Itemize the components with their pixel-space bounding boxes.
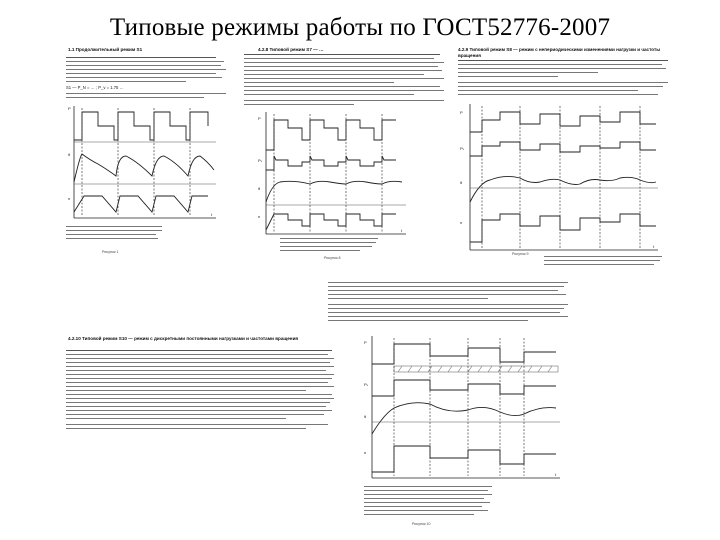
text-line <box>66 382 328 383</box>
text-line <box>66 406 326 407</box>
svg-text:t: t <box>653 244 655 249</box>
document-page-s2 <box>236 46 446 261</box>
page-heading: 4.2.10 Типовой режим S10 — режим с дискретными постоянными нагрузками и частотами вращения <box>68 336 299 341</box>
text-line <box>66 93 226 94</box>
text-line <box>66 69 226 70</box>
text-line <box>364 486 492 487</box>
text-line <box>66 73 216 74</box>
text-line <box>66 424 328 425</box>
text-line <box>328 320 528 321</box>
text-line <box>66 410 332 411</box>
text-line <box>280 242 376 243</box>
text-line <box>328 298 488 299</box>
text-line <box>66 234 156 235</box>
text-line <box>66 428 306 429</box>
page-heading: 1.1 Продолжительный режим S1 <box>68 47 143 52</box>
text-line <box>66 418 286 419</box>
text-line <box>66 402 330 403</box>
text-line <box>66 97 204 98</box>
text-line <box>328 282 568 283</box>
text-line <box>328 286 564 287</box>
figure-caption: Рисунок 8 <box>324 256 341 260</box>
text-line <box>364 498 484 499</box>
text-line <box>328 304 568 305</box>
text-line <box>66 57 216 58</box>
text-line <box>458 64 662 65</box>
figure-caption: Рисунок 9 <box>512 252 529 256</box>
text-line <box>244 86 440 87</box>
text-line <box>244 82 394 83</box>
text-line <box>328 316 568 317</box>
text-line <box>66 358 334 359</box>
svg-text:n: n <box>364 450 367 455</box>
text-line <box>328 312 560 313</box>
svg-text:Pv: Pv <box>258 158 263 163</box>
text-line <box>280 246 372 247</box>
text-line <box>244 104 354 105</box>
text-line <box>66 350 332 351</box>
document-page-s1 <box>62 46 232 261</box>
text-line <box>544 260 660 261</box>
text-line <box>328 294 566 295</box>
text-line <box>458 68 666 69</box>
text-line <box>66 65 221 66</box>
text-line <box>66 374 334 375</box>
svg-text:n: n <box>460 220 463 225</box>
text-line <box>244 70 442 71</box>
svg-text:θ: θ <box>364 414 367 419</box>
svg-text:P: P <box>68 106 71 111</box>
text-line <box>544 256 662 257</box>
svg-text:t: t <box>401 228 403 233</box>
text-line <box>66 81 186 82</box>
text-line <box>66 394 332 395</box>
text-line <box>544 264 654 265</box>
page-heading: 4.2.9 Типовой режим S8 — режим с непериодическими изменениями нагрузки и частоты вращения <box>458 47 661 58</box>
text-line <box>66 398 334 399</box>
text-line <box>66 386 334 387</box>
text-line <box>280 238 378 239</box>
slide-title: Типовые режимы работы по ГОСТ52776-2007 <box>109 14 611 41</box>
text-line <box>66 366 334 367</box>
text-line <box>364 506 482 507</box>
svg-text:θ: θ <box>460 180 463 185</box>
text-line <box>244 94 414 95</box>
text-line <box>458 76 558 77</box>
svg-text:P: P <box>460 110 463 115</box>
text-line <box>458 90 638 91</box>
svg-text:t: t <box>211 212 213 217</box>
text-line <box>458 86 663 87</box>
text-line <box>66 230 162 231</box>
svg-text:P: P <box>364 340 367 345</box>
text-line <box>364 494 492 495</box>
figure-caption: Рисунок 10 <box>412 522 431 526</box>
document-page-s4 <box>64 336 339 446</box>
text-line <box>364 490 488 491</box>
text-line <box>66 61 224 62</box>
text-line <box>458 72 598 73</box>
load-diagram-figure <box>258 110 408 236</box>
svg-text:Pv: Pv <box>460 146 465 151</box>
text-line <box>244 62 444 63</box>
load-diagram-figure <box>460 102 660 252</box>
text-line <box>244 58 434 59</box>
text-line <box>458 82 668 83</box>
text-line <box>244 78 444 79</box>
text-line <box>244 66 438 67</box>
load-diagram-figure <box>68 104 218 220</box>
svg-text:θ: θ <box>68 152 71 157</box>
text-line <box>364 514 474 515</box>
svg-text:θ: θ <box>258 186 261 191</box>
text-line <box>244 74 424 75</box>
document-page-s3 <box>452 46 672 261</box>
text-line <box>458 94 658 95</box>
load-diagram-figure <box>364 334 564 480</box>
page-heading: 4.2.8 Типовой режим S7 — … <box>258 47 324 52</box>
text-line <box>66 378 332 379</box>
figure-caption: Рисунок 1 <box>102 250 119 254</box>
text-line <box>66 238 158 239</box>
text-line <box>364 510 488 511</box>
text-line <box>66 414 324 415</box>
text-line <box>280 250 360 251</box>
text-line <box>66 370 326 371</box>
text-line <box>66 362 330 363</box>
formula: S1 — P_N = … ; P_v = 1.75 … <box>66 85 124 90</box>
text-line <box>328 308 564 309</box>
text-line <box>66 354 328 355</box>
document-page-s4-figure <box>364 334 574 534</box>
svg-text:P: P <box>258 116 261 121</box>
text-line <box>244 90 444 91</box>
svg-text:t: t <box>555 472 557 477</box>
text-line <box>458 60 668 61</box>
text-line <box>328 290 558 291</box>
text-line <box>66 77 222 78</box>
text-line <box>244 54 440 55</box>
svg-text:n: n <box>68 196 71 201</box>
svg-text:n: n <box>258 214 261 219</box>
text-line <box>244 100 444 101</box>
svg-text:Pv: Pv <box>364 382 369 387</box>
text-line <box>364 502 490 503</box>
text-line <box>66 226 162 227</box>
text-line <box>66 390 306 391</box>
text-block <box>328 282 578 328</box>
